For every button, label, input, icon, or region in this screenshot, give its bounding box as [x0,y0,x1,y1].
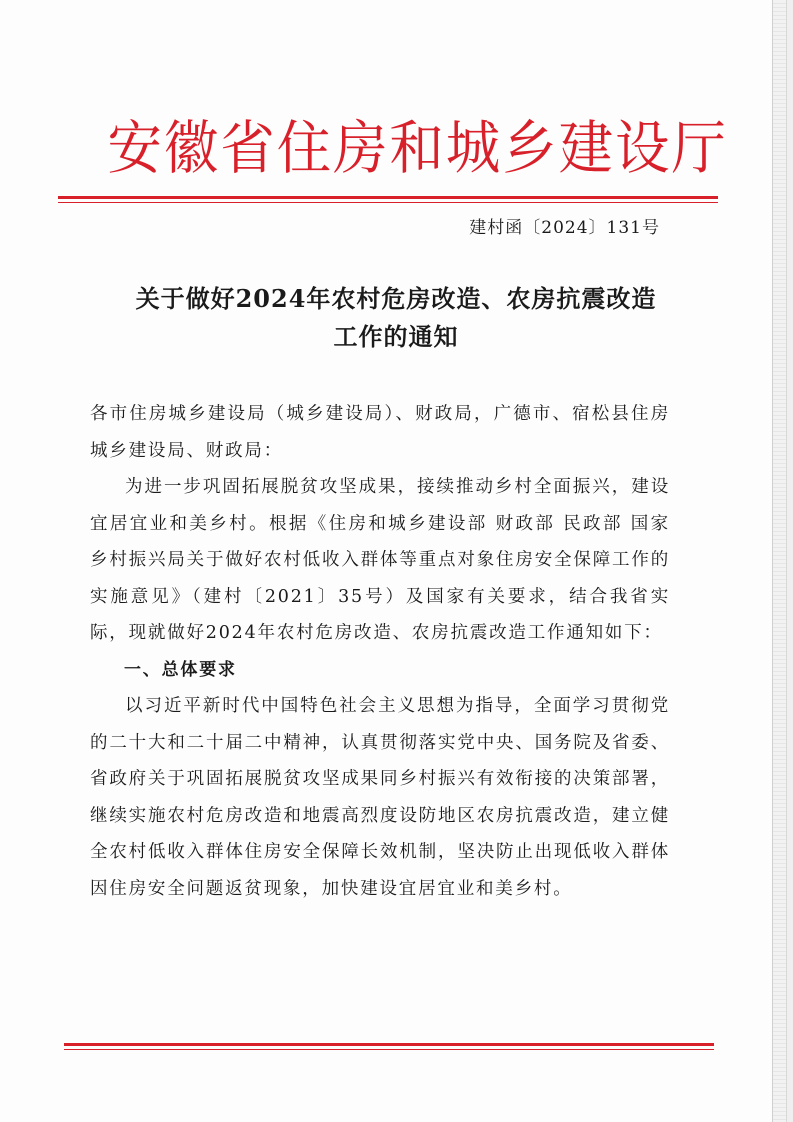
agency-header: 安徽省住房和城乡建设厅 [107,114,728,182]
document-body [90,396,670,907]
footer-red-rule-thin [64,1049,714,1050]
document-number: 建村函〔2024〕131号 [469,218,660,238]
footer-red-rule [64,1043,714,1046]
notice-title-line-1: 关于做好2024年农村危房改造、农房抗震改造 [135,284,657,313]
notice-title [76,280,716,356]
scan-edge-strip [772,0,787,1122]
notice-title-line-2: 工作的通知 [333,322,459,351]
header-red-rule-thin [58,202,718,203]
section-heading-general: 一、总体要求 [124,659,237,680]
addressee: 各市住房城乡建设局（城乡建设局）、财政局，广德市、宿松县住房城乡建设局、财政局： [90,404,670,461]
paragraph-general-requirements: 以习近平新时代中国特色社会主义思想为指导，全面学习贯彻党的二十大和二十届二中精神，认真贯彻落实党中央、国务院及省委、省政府关于巩固拓展脱贫攻坚成果同乡村振兴有效衔接的决策部署，继续实施农村危房改造和地震高烈度设防地区农房抗震改造，建立健全农村低收入群体住房安全保障长效机制，坚决防止出现低收入群体因住房安全问题返贫现象，加快建设宜居宜业和美乡村。 [90,696,670,899]
scan-edge-outer [786,0,793,1122]
header-red-rule [58,196,718,199]
paragraph-intro: 为进一步巩固拓展脱贫攻坚成果，接续推动乡村全面振兴，建设宜居宜业和美乡村。根据《住房和城乡建设部 财政部 民政部 国家乡村振兴局关于做好农村低收入群体等重点对象住房安全保障工作的实施意见》（建村〔2021〕35号）及国家有关要求，结合我省实际，现就做好2024年农村危房改造、农房抗震改造工作通知如下： [90,477,670,643]
